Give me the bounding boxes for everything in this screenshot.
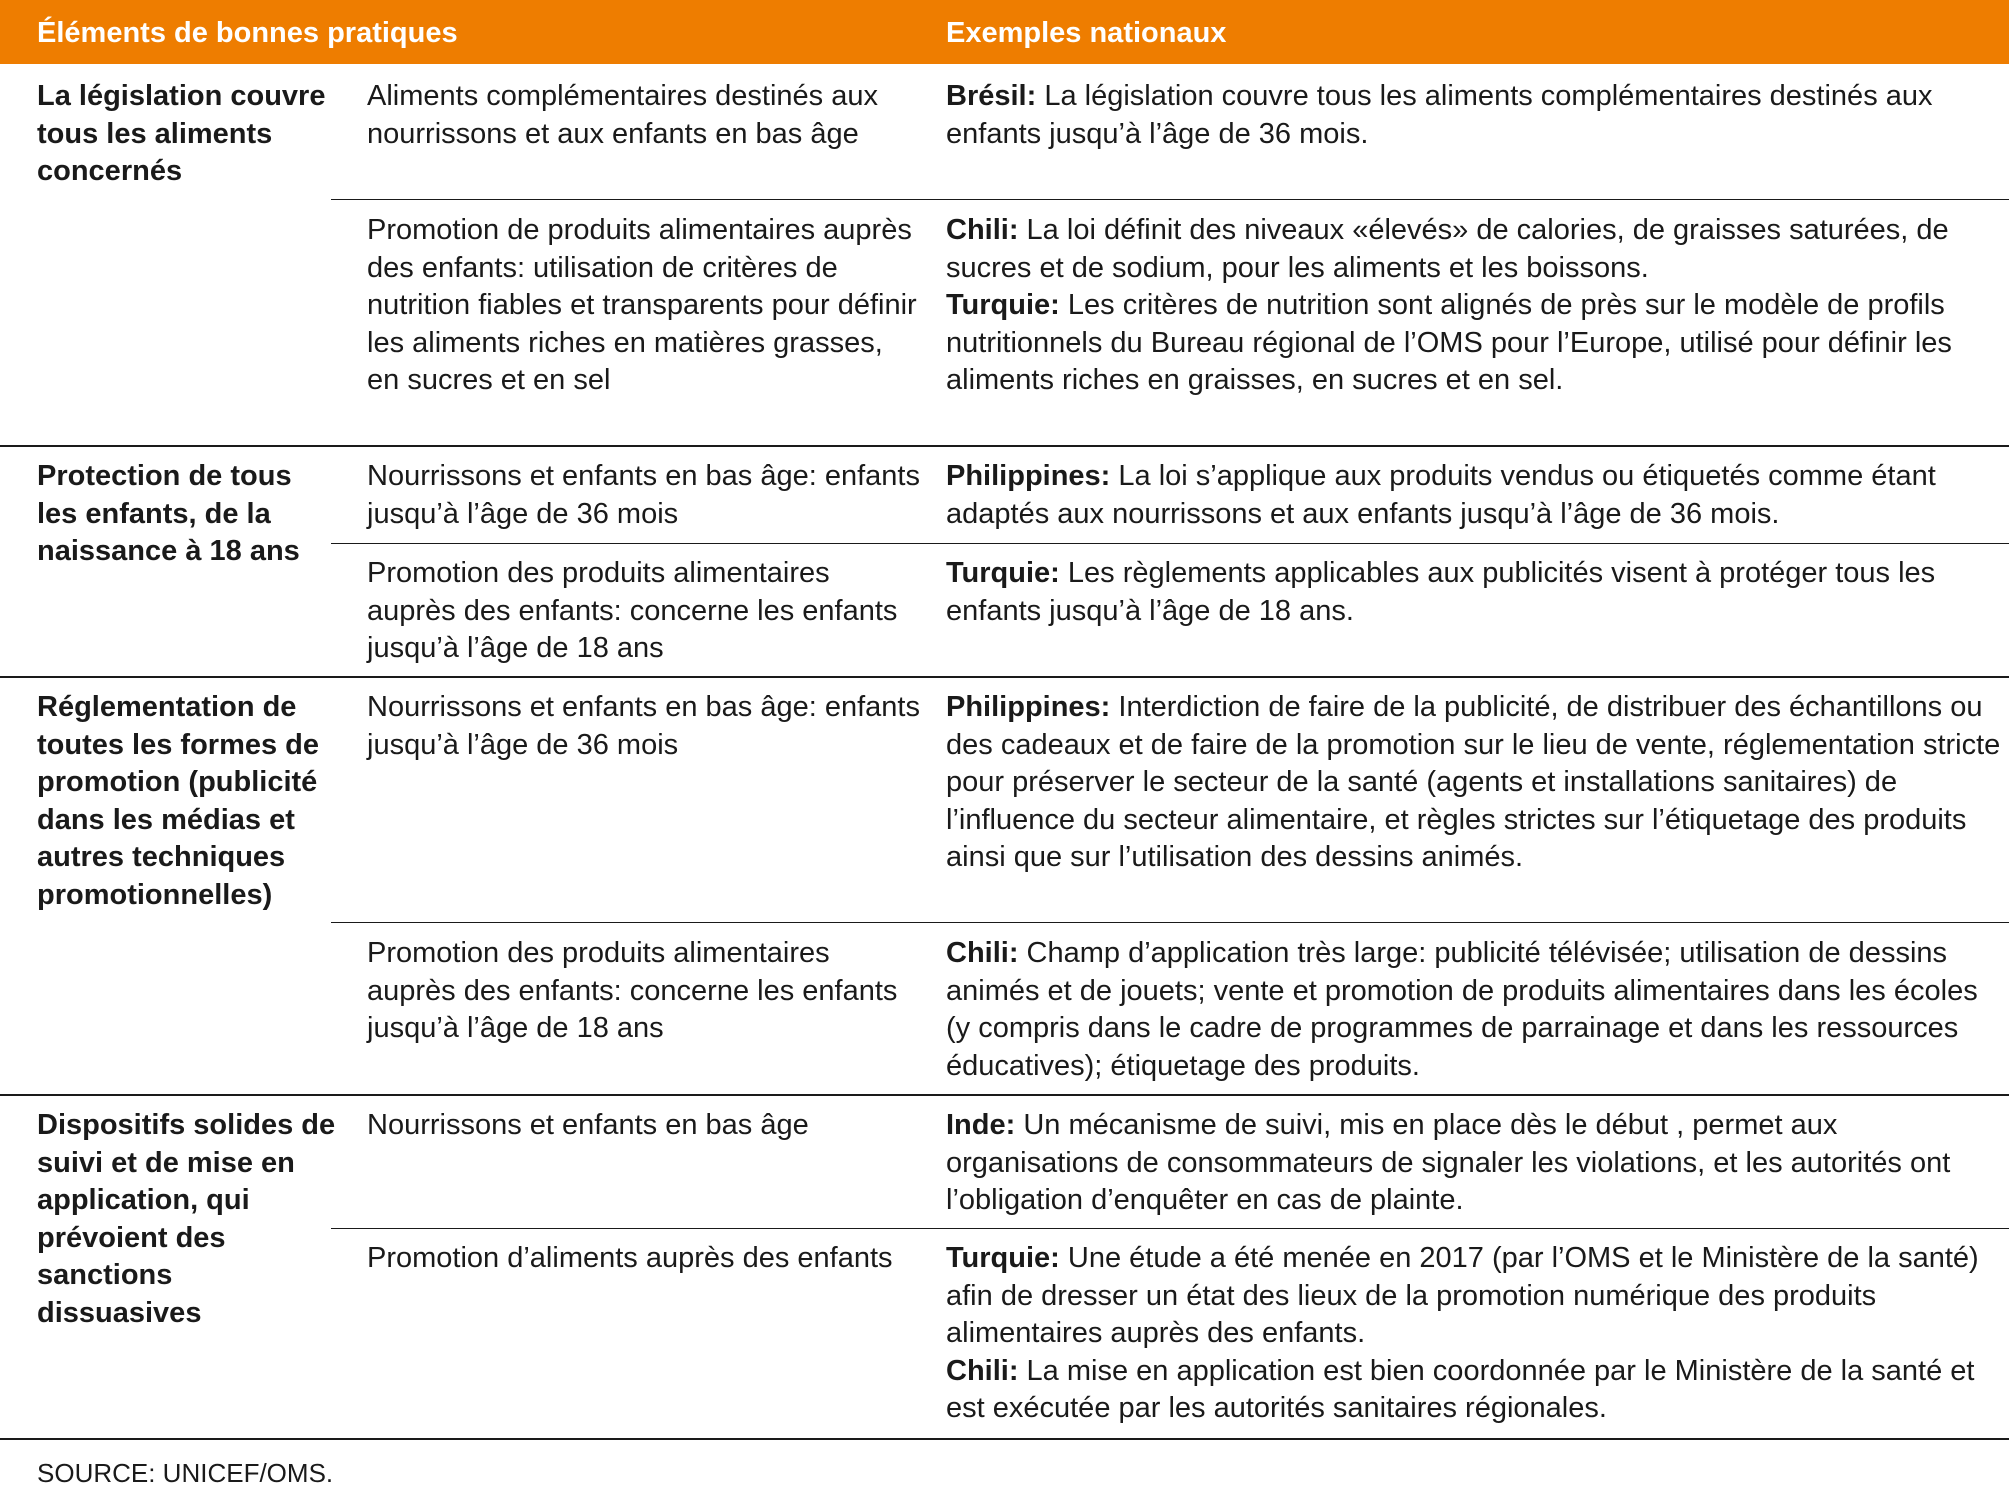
element-complementary-foods: Aliments complémentaires destinés aux nourrissons et aux enfants en bas âge (367, 80, 878, 150)
example-text: Interdiction de faire de la publicité, de distribuer des échantillons ou des cadeaux et de faire de la promotion sur le lieu de vente, réglementation stricte pour préserver le secteur de la santé (agents et installations sanitaires) de l’influence du secteur alimentaire, et règles strictes sur l’étiquetage des produits ainsi que sur l’utilisation des dessins animés. (946, 691, 2001, 873)
example-text: Champ d’application très large: publicité télévisée; utilisation de dessins animés et de jouets; vente et promotion de produits alimentaires dans les écoles (y compris dans le cadre de programmes de parrainage et dans les ressources éducatives); étiquetage des produits. (946, 937, 1978, 1082)
group-divider (0, 676, 2009, 678)
group-divider (0, 1094, 2009, 1096)
table-bottom-border (0, 1438, 2009, 1440)
group-divider (0, 445, 2009, 447)
example-text: La mise en application est bien coordonnée par le Ministère de la santé et est exécutée par les autorités sanitaires régionales. (946, 1354, 1975, 1424)
source-note: SOURCE: UNICEF/OMS. (37, 1458, 334, 1488)
element-children-18-years: Promotion des produits alimentaires auprès des enfants: concerne les enfants jusqu’à l’âge de 18 ans (367, 937, 898, 1044)
example-text: La législation couvre tous les aliments complémentaires destinés aux enfants jusqu’à l’âge de 36 mois. (946, 80, 1933, 150)
group-title-monitoring: Dispositifs solides de suivi et de mise en application, qui prévoient des sanctions dissuasives (37, 1109, 336, 1329)
example-chili (946, 935, 2006, 1085)
example-philippines (946, 689, 2006, 877)
group-title-regulation: Réglementation de toutes les formes de promotion (publicité dans les médias et autres techniques promotionnelles) (37, 691, 320, 911)
element-infants-36-months: Nourrissons et enfants en bas âge: enfants jusqu’à l’âge de 36 mois (367, 691, 920, 761)
element-infants: Nourrissons et enfants en bas âge (367, 1109, 809, 1141)
country-name: Turquie: (946, 557, 1060, 589)
example-bresil (946, 78, 2006, 153)
country-name: Brésil: (946, 80, 1037, 112)
example-philippines (946, 458, 2006, 533)
country-name: Philippines: (946, 460, 1111, 492)
header-national-examples: Exemples nationaux (946, 17, 1227, 49)
element-food-promotion: Promotion d’aliments auprès des enfants (367, 1242, 893, 1274)
group-title-legislation: La législation couvre tous les aliments concernés (37, 80, 326, 187)
element-children-18-years: Promotion des produits alimentaires auprès des enfants: concerne les enfants jusqu’à l’âge de 18 ans (367, 557, 898, 664)
example-text: La loi s’applique aux produits vendus ou étiquetés comme étant adaptés aux nourrissons et aux enfants jusqu’à l’âge de 36 mois. (946, 460, 1936, 530)
group-title-protection: Protection de tous les enfants, de la naissance à 18 ans (37, 460, 300, 567)
country-name: Chili: (946, 937, 1019, 969)
example-chili-turquie (946, 212, 2006, 400)
country-name: Philippines: (946, 691, 1111, 723)
country-name: Turquie: (946, 289, 1060, 321)
example-inde (946, 1107, 2006, 1220)
row-divider (331, 922, 2009, 923)
example-text: Une étude a été menée en 2017 (par l’OMS et le Ministère de la santé) afin de dresser un état des lieux de la promotion numérique des produits alimentaires auprès des enfants. (946, 1242, 1979, 1349)
row-divider (331, 199, 2009, 200)
row-divider (331, 1228, 2009, 1229)
country-name: Inde: (946, 1109, 1016, 1141)
table-header (0, 0, 2009, 64)
country-name: Turquie: (946, 1242, 1060, 1274)
example-text: Les règlements applicables aux publicités visent à protéger tous les enfants jusqu’à l’âge de 18 ans. (946, 557, 1936, 627)
header-practices: Éléments de bonnes pratiques (37, 17, 458, 49)
country-name: Chili: (946, 214, 1019, 246)
example-text: La loi définit des niveaux «élevés» de calories, de graisses saturées, de sucres et de sodium, pour les aliments et les boissons. (946, 214, 1949, 284)
example-turquie-chili (946, 1240, 2006, 1428)
example-text: Un mécanisme de suivi, mis en place dès le début , permet aux organisations de consommateurs de signaler les violations, et les autorités ont l’obligation d’enquêter en cas de plainte. (946, 1109, 1951, 1216)
example-text: Les critères de nutrition sont alignés de près sur le modèle de profils nutritionnels du Bureau régional de l’OMS pour l’Europe, utilisé pour définir les aliments riches en graisses, en sucres et en sel. (946, 289, 1952, 396)
element-nutrient-criteria: Promotion de produits alimentaires auprès des enfants: utilisation de critères de nutrition fiables et transparents pour définir les aliments riches en matières grasses, en sucres et en sel (367, 214, 917, 396)
row-divider (331, 543, 2009, 544)
example-turquie (946, 555, 2006, 630)
element-infants-36-months: Nourrissons et enfants en bas âge: enfants jusqu’à l’âge de 36 mois (367, 460, 920, 530)
country-name: Chili: (946, 1354, 1019, 1387)
